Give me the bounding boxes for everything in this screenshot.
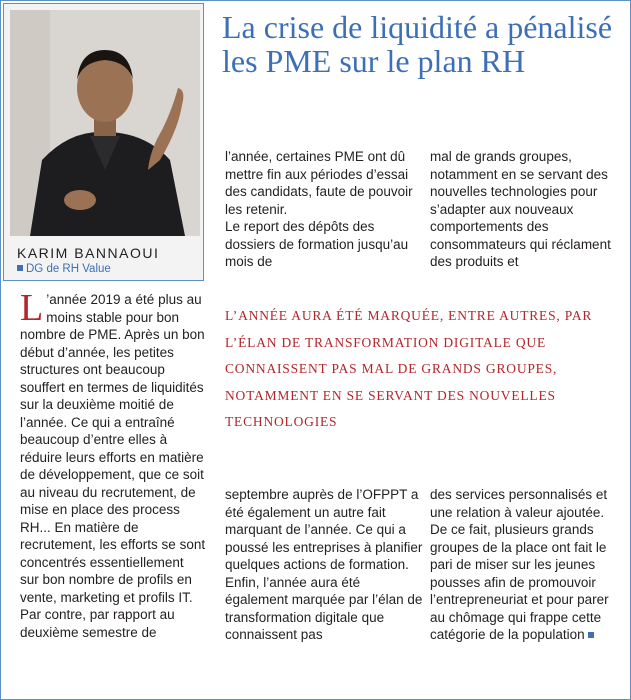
right-top-text: mal de grands groupes, notamment en se servant des nouvelles technologies pour s’adapter aux nouveaux comportements des consommateurs qui réclament des produits et [430, 149, 611, 269]
middle-bottom-text: septembre auprès de l’OFPPT a été également un autre fait marquant de l’année. Ce qui a poussé les entreprises à planifier quelques actions de formation. Enfin, l’année aura été également marquée par l’élan de transformation digitale que connaissent pas [225, 487, 423, 642]
drop-cap: L [20, 287, 44, 329]
portrait-photo [10, 10, 200, 236]
left-column-text: ’année 2019 a été plus au moins stable pour bon nombre de PME. Après un bon début d’année, les petites structures ont beaucoup souffert en termes de liquidités sur la deuxième moitié de l’année. Ce qui a entraîné beaucoup d’entre elles à réduire leurs efforts en matière de développement, que ce soit au niveau du recrutement, de mise en place des process RH... En matière de recrutement, les efforts se sont concentrés essentiellement sur bon nombre de profils en vente, marketing et profils IT. [20, 292, 206, 605]
middle-top-text-2: Le report des dépôts des dossiers de formation jusqu’au mois de [225, 219, 409, 269]
person-name: KARIM BANNAOUI [17, 245, 160, 261]
bullet-square-icon [17, 265, 23, 271]
pull-quote: L’ANNÉE AURA ÉTÉ MARQUÉE, ENTRE AUTRES, PAR L’ÉLAN DE TRANSFORMATION DIGITALE QUE CONNAISSENT PAS MAL DE GRANDS GROUPES, NOTAMMENT EN SE SERVANT DES NOUVELLES TECHNOLOGIES [225, 308, 593, 429]
person-role-text: DG de RH Value [26, 263, 111, 275]
middle-column-top [225, 148, 425, 271]
right-column-bottom [430, 486, 625, 644]
left-column-text-2: Par contre, par rapport au deuxième semestre de [20, 607, 175, 640]
person-role [17, 263, 111, 275]
left-column [20, 287, 206, 641]
middle-column-bottom [225, 486, 425, 644]
end-mark-icon [588, 632, 594, 638]
right-column-top [430, 148, 625, 271]
middle-top-text-1: l’année, certaines PME ont dû mettre fin aux périodes d’essai des candidats, faute de pouvoir les retenir. [225, 149, 413, 217]
right-bottom-text: des services personnalisés et une relation à valeur ajoutée. De ce fait, plusieurs grands groupes de la place ont fait le pari de miser sur les jeunes pousses afin de promouvoir l’entrepreneuriat et pour parer au chômage qui frappe cette catégorie de la population [430, 487, 609, 642]
headline: La crise de liquidité a pénalisé les PME sur le plan RH [222, 9, 613, 79]
portrait-box [3, 3, 204, 281]
